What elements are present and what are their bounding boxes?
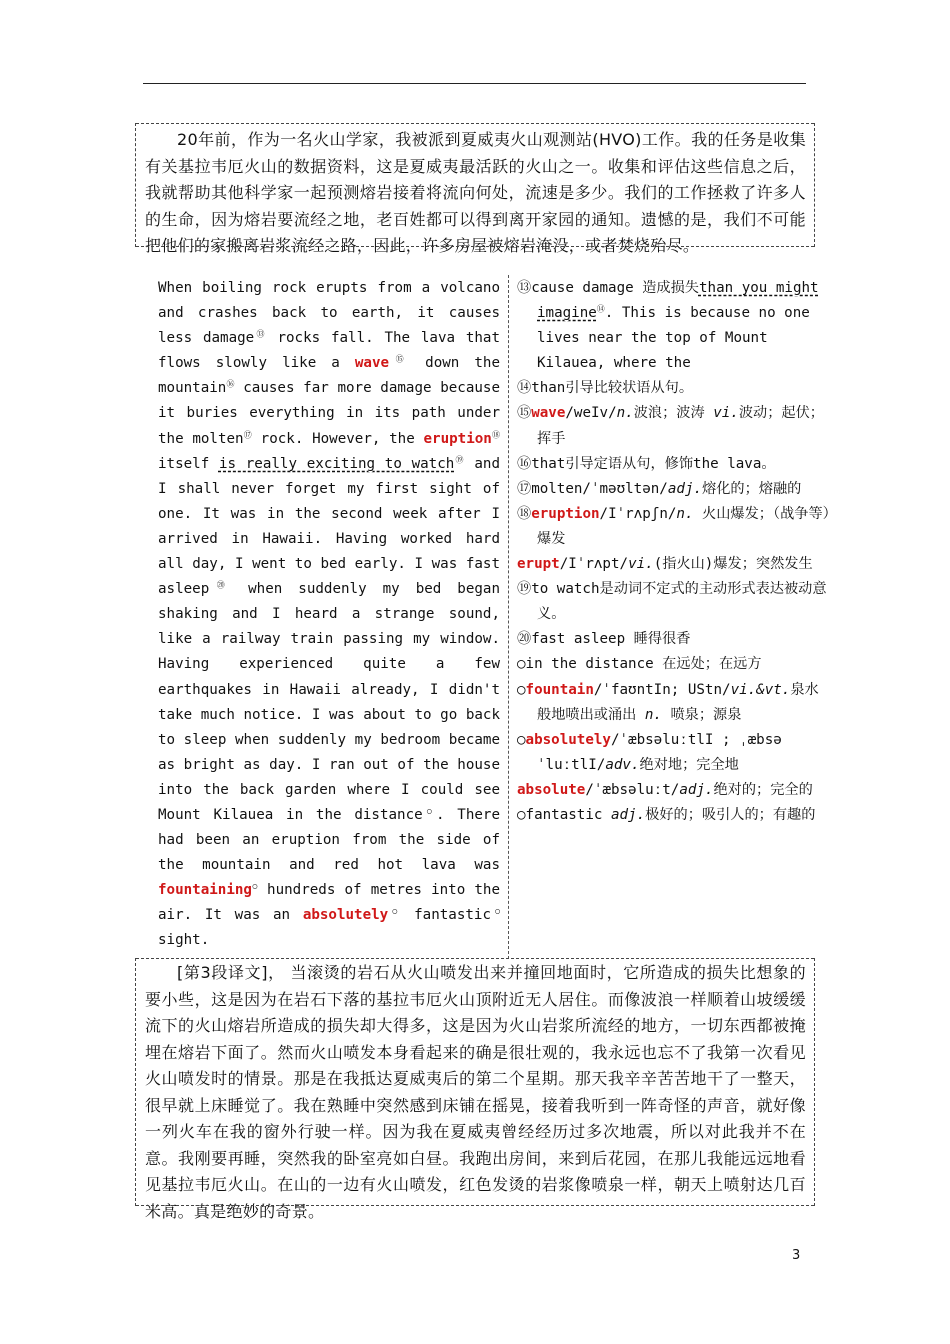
note-23 — [517, 728, 831, 778]
keyword-eruption: eruption — [423, 430, 492, 447]
phonetic: /ˈæbsəluːtlI ; ˌæbsəˈluːtlI/ — [537, 731, 782, 773]
box-bottom-border — [136, 1205, 814, 1206]
keyword-fountaining: fountaining — [158, 882, 252, 899]
note-text: 火山爆发；（战争等）爆发 — [537, 505, 830, 547]
part-of-speech: adj. — [667, 480, 703, 497]
note-13 — [517, 276, 831, 376]
keyword-eruption: eruption — [531, 505, 600, 522]
part-of-speech: vi.&vt. — [730, 681, 791, 698]
notes-column — [517, 276, 831, 828]
passage-text: causes far more damage because it buries everything in its path under the molten — [158, 380, 500, 447]
note-number: ○ — [517, 681, 526, 698]
note-text: 喷泉；源泉 — [661, 706, 742, 723]
note-marker: ⑭ — [596, 304, 605, 314]
part-of-speech: n. — [616, 405, 634, 422]
note-16: ⑯that引导定语从句，修饰the lava。 — [517, 455, 776, 472]
keyword-fountain: fountain — [525, 681, 594, 698]
phonetic: /ˈfaʊntIn; UStn/ — [593, 681, 731, 698]
note-marker: ⑬ — [254, 329, 267, 339]
note-marker: ⑲ — [454, 454, 465, 464]
part-of-speech: vi. — [713, 405, 739, 422]
note-23-absolute — [517, 778, 831, 803]
keyword-absolutely: absolutely — [525, 731, 611, 748]
passage-text: itself — [158, 455, 219, 472]
note-text: . This is because no one lives near the top of Mount Kilauea, where the — [537, 305, 810, 372]
passage-text: rocks fall. The lava that flows slowly like a — [158, 330, 500, 372]
note-text: ⑬cause damage 造成损失 — [517, 280, 699, 296]
note-17 — [517, 477, 831, 502]
passage-text: . There had been an eruption from the side of the mountain and red hot lava was — [158, 806, 500, 874]
keyword-wave: wave — [531, 405, 566, 422]
keyword-absolute: absolute — [517, 781, 586, 798]
intro-translation: 20年前，作为一名火山学家，我被派到夏威夷火山观测站(HVO)工作。我的任务是收集有关基拉韦厄火山的数据资料，这是夏威夷最活跃的火山之一。收集和评估这些信息之后，我就帮助其他科学家一起预测熔岩接着将流向何处，流速是多少。我们的工作拯救了许多人的生命，因为熔岩要流经之地，老百姓都可以得到离开家园的通知。遗憾的是，我们不可能把他们的家搬离岩浆流经之路，因此，许多房屋被熔岩淹没，或者焚烧殆尽。 — [145, 130, 806, 255]
part-of-speech: adv. — [605, 756, 640, 773]
passage-paragraph — [158, 276, 500, 954]
note-text: 波浪；波涛 — [633, 405, 714, 422]
note-number: ○ — [517, 731, 526, 748]
para3-translation-box — [135, 958, 815, 1221]
passage-text: down the mountain — [158, 355, 500, 397]
keyword-erupt: erupt — [517, 556, 560, 573]
note-marker: ○ — [251, 881, 258, 891]
part-of-speech: adj. — [679, 781, 714, 798]
passage-text: rock. However, the — [251, 430, 424, 447]
note-marker: ⑮ — [389, 354, 411, 364]
underlined-phrase: is really exciting to watch — [218, 455, 455, 472]
note-text: (指火山)爆发；突然发生 — [653, 556, 813, 573]
keyword-absolutely: absolutely — [302, 907, 389, 924]
note-19: ⑲to watch是动词不定式的主动形式表达被动意义。 — [517, 581, 827, 623]
part-of-speech: adj. — [610, 806, 646, 823]
para3-translation: [第3段译文]， 当滚烫的岩石从火山喷发出来并撞回地面时，它所造成的损失比想象的要小些，这是因为在岩石下落的基拉韦厄火山顶附近无人居住。而像波浪一样顺着山坡缓缓流下的火山熔岩所造成的损失却大得多，这是因为火山岩浆所流经的地方，一切东西都被掩埋在熔岩下面了。然而火山喷发本身看起来的确是很壮观的，我永远也忘不了我第一次看见火山喷发时的情景。那是在我抵达夏威夷后的第二个星期。那天我辛辛苦苦地干了一整天，很早就上床睡觉了。我在熟睡中突然感到床铺在摇晃，接着我听到一阵奇怪的声音，就好像一列火车在我的窗外行驶一样。因为我在夏威夷曾经经历过多次地震，所以对此我并不在意。我刚要再睡，突然我的卧室亮如白昼。我跑出房间，来到后花园，在那儿我能远远地看见基拉韦厄火山。在山的一边有火山喷发，红色发烫的岩浆像喷泉一样，朝天上喷射达几百米高。真是绝妙的奇景。 — [145, 963, 806, 1221]
note-marker: ○ — [491, 906, 500, 916]
box-top-border — [136, 123, 814, 124]
note-number: ⑮ — [517, 405, 532, 422]
note-text: 绝对的；完全的 — [713, 781, 813, 798]
note-text: 极好的；吸引人的；有趣的 — [645, 806, 816, 823]
box-top-border — [136, 958, 814, 959]
intro-translation-box — [135, 123, 815, 255]
note-text: ⑰molten/ˈməʊltən/ — [517, 480, 668, 497]
note-text: 绝对地；完全地 — [639, 756, 739, 773]
note-marker: ○ — [388, 906, 402, 916]
note-22 — [517, 678, 831, 728]
note-20: ⑳fast asleep 睡得很香 — [517, 631, 691, 648]
header-rule — [143, 83, 806, 84]
passage-text: hundreds of metres into the air. It was an — [158, 882, 500, 924]
note-24 — [517, 803, 831, 828]
part-of-speech: vi. — [628, 556, 654, 573]
phonetic: /weIv/ — [565, 405, 617, 422]
note-text: 波动；起伏；挥手 — [537, 405, 824, 447]
phonetic: /Iˈrʌpʃn/ — [599, 505, 677, 522]
note-21: ○in the distance 在远处；在远方 — [517, 656, 762, 673]
phonetic: /Iˈrʌpt/ — [559, 556, 629, 573]
part-of-speech: n. — [676, 505, 694, 522]
note-marker: ⑰ — [243, 429, 252, 439]
column-divider — [508, 275, 509, 959]
note-marker: ⑱ — [491, 429, 501, 439]
keyword-wave: wave — [354, 355, 390, 372]
passage-text: fantastic — [401, 907, 491, 924]
note-18-erupt — [517, 552, 831, 577]
note-number: ⑱ — [517, 505, 532, 522]
note-14: ⑭than引导比较状语从句。 — [517, 380, 694, 397]
phonetic: /ˈæbsəluːt/ — [585, 781, 680, 798]
passage-text: when suddenly my bed began shaking and I heard a strange sound, like a railway train passing my window. Having experienced quite a few earthquakes in Hawaii already, I didn't take much notice. I was about to go back to sleep when suddenly my bedroom became as bright as day. I ran out of the house into the back garden where I could see Mount Kilauea in the distance — [158, 581, 501, 823]
note-marker: ○ — [422, 806, 436, 816]
note-marker: ⑳ — [209, 580, 233, 590]
box-bottom-border — [136, 246, 814, 247]
underlined-phrase: than you might imagine — [537, 280, 819, 322]
note-marker: ⑯ — [226, 379, 235, 389]
page-number: 3 — [792, 1248, 801, 1263]
note-text: 泉水般地喷出或涌出 — [537, 681, 819, 723]
passage-text: When boiling rock erupts from a volcano and crashes back to earth, it causes less damage — [158, 280, 500, 347]
note-18 — [517, 502, 831, 552]
note-15 — [517, 401, 831, 451]
part-of-speech: n. — [644, 706, 662, 723]
passage-text: sight. — [158, 932, 210, 949]
note-text: 熔化的；熔融的 — [702, 480, 802, 497]
note-text: ○fantastic — [517, 806, 611, 823]
passage-text: and I shall never forget my first sight of one. It was in the second week after I arrived in Hawaii. Having worked hard all day, I went to bed early. I was fast asleep — [158, 455, 500, 598]
